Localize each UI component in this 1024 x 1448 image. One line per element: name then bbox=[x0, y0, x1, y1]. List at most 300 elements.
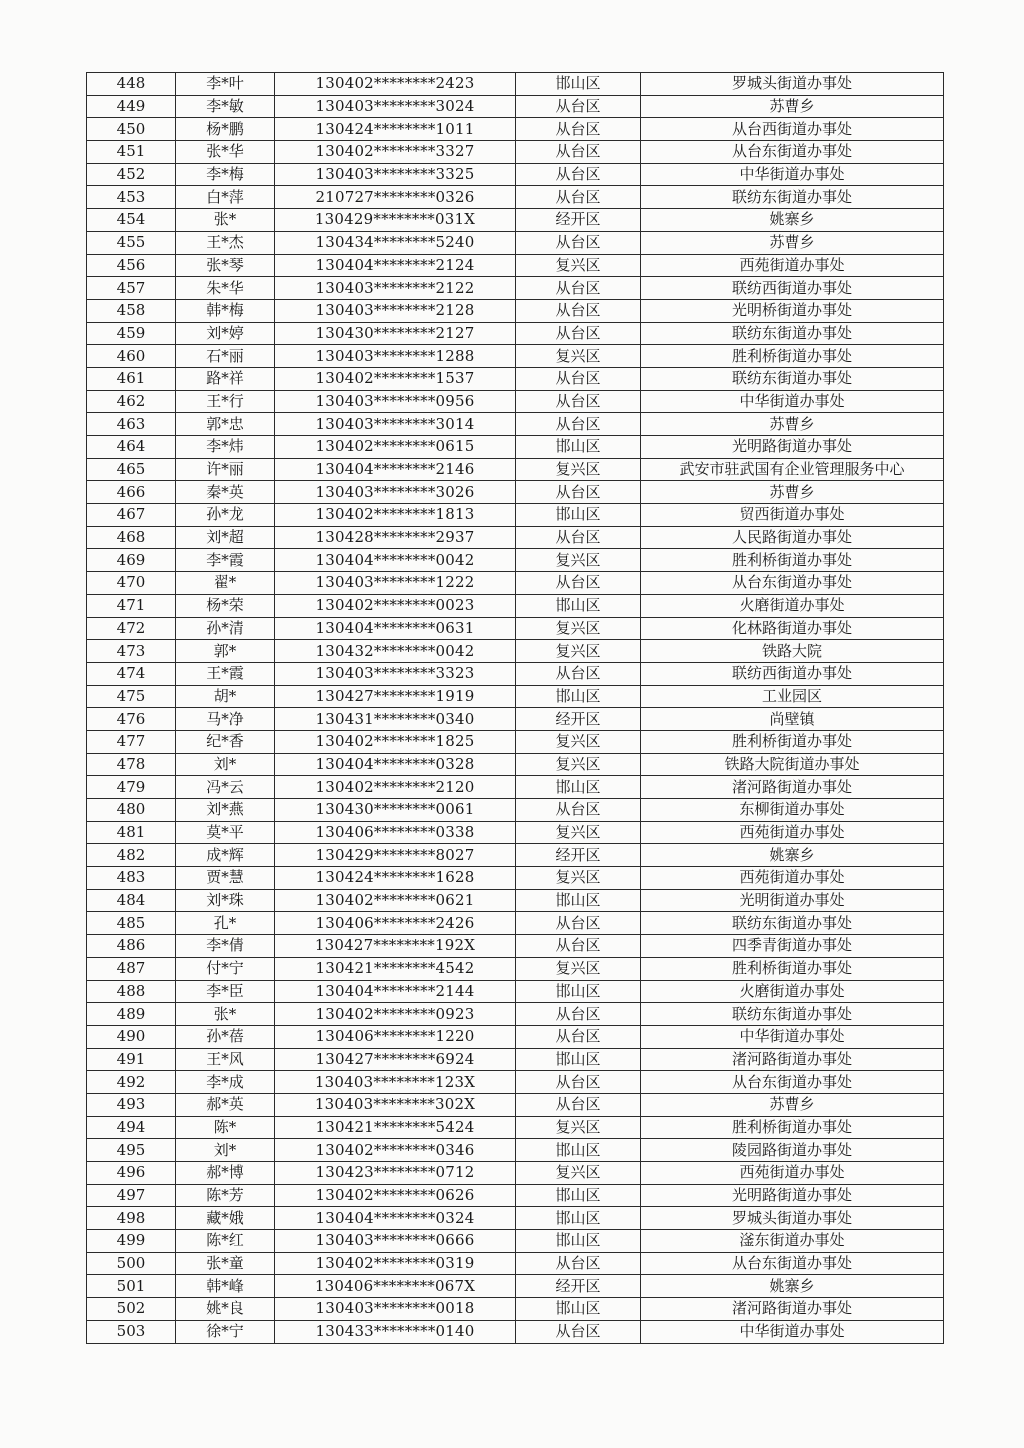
name-cell: 徐*宁 bbox=[176, 1320, 275, 1343]
unit-cell: 从台东街道办事处 bbox=[641, 141, 944, 164]
name-cell: 郝*英 bbox=[176, 1093, 275, 1116]
table-row bbox=[87, 594, 944, 617]
unit-cell: 工业园区 bbox=[641, 685, 944, 708]
table-row bbox=[87, 1230, 944, 1253]
roster-table bbox=[86, 72, 944, 1344]
name-cell: 朱*华 bbox=[176, 277, 275, 300]
unit-cell: 联纺西街道办事处 bbox=[641, 277, 944, 300]
row-number-cell: 451 bbox=[87, 141, 176, 164]
district-cell: 从台区 bbox=[516, 1003, 641, 1026]
unit-cell: 东柳街道办事处 bbox=[641, 799, 944, 822]
table-row bbox=[87, 299, 944, 322]
id-number-cell: 130406********067X bbox=[275, 1275, 516, 1298]
name-cell: 杨*鹏 bbox=[176, 118, 275, 141]
row-number-cell: 457 bbox=[87, 277, 176, 300]
district-cell: 从台区 bbox=[516, 481, 641, 504]
name-cell: 胡* bbox=[176, 685, 275, 708]
unit-cell: 联纺东街道办事处 bbox=[641, 367, 944, 390]
table-row bbox=[87, 526, 944, 549]
table-row bbox=[87, 367, 944, 390]
district-cell: 复兴区 bbox=[516, 640, 641, 663]
name-cell: 马*净 bbox=[176, 708, 275, 731]
district-cell: 从台区 bbox=[516, 1093, 641, 1116]
row-number-cell: 484 bbox=[87, 889, 176, 912]
district-cell: 从台区 bbox=[516, 231, 641, 254]
table-row bbox=[87, 1003, 944, 1026]
row-number-cell: 503 bbox=[87, 1320, 176, 1343]
row-number-cell: 495 bbox=[87, 1139, 176, 1162]
id-number-cell: 130402********1825 bbox=[275, 730, 516, 753]
row-number-cell: 486 bbox=[87, 935, 176, 958]
id-number-cell: 130402********2423 bbox=[275, 73, 516, 96]
row-number-cell: 477 bbox=[87, 730, 176, 753]
name-cell: 刘* bbox=[176, 1139, 275, 1162]
table-row bbox=[87, 1116, 944, 1139]
district-cell: 复兴区 bbox=[516, 458, 641, 481]
name-cell: 韩*梅 bbox=[176, 299, 275, 322]
unit-cell: 尚壁镇 bbox=[641, 708, 944, 731]
table-row bbox=[87, 730, 944, 753]
id-number-cell: 130403********3014 bbox=[275, 413, 516, 436]
table-row bbox=[87, 504, 944, 527]
district-cell: 复兴区 bbox=[516, 345, 641, 368]
unit-cell: 渚河路街道办事处 bbox=[641, 1048, 944, 1071]
district-cell: 从台区 bbox=[516, 390, 641, 413]
district-cell: 经开区 bbox=[516, 209, 641, 232]
name-cell: 藏*娥 bbox=[176, 1207, 275, 1230]
district-cell: 邯山区 bbox=[516, 594, 641, 617]
name-cell: 白*萍 bbox=[176, 186, 275, 209]
name-cell: 李*成 bbox=[176, 1071, 275, 1094]
table-row bbox=[87, 458, 944, 481]
district-cell: 复兴区 bbox=[516, 1162, 641, 1185]
table-row bbox=[87, 73, 944, 96]
table-row bbox=[87, 799, 944, 822]
table-row bbox=[87, 186, 944, 209]
name-cell: 李*霞 bbox=[176, 549, 275, 572]
row-number-cell: 453 bbox=[87, 186, 176, 209]
id-number-cell: 130403********3323 bbox=[275, 662, 516, 685]
id-number-cell: 130402********0621 bbox=[275, 889, 516, 912]
table-row bbox=[87, 1093, 944, 1116]
name-cell: 纪*香 bbox=[176, 730, 275, 753]
name-cell: 成*辉 bbox=[176, 844, 275, 867]
row-number-cell: 476 bbox=[87, 708, 176, 731]
table-row bbox=[87, 254, 944, 277]
id-number-cell: 130421********4542 bbox=[275, 957, 516, 980]
district-cell: 邯山区 bbox=[516, 504, 641, 527]
id-number-cell: 130434********5240 bbox=[275, 231, 516, 254]
row-number-cell: 478 bbox=[87, 753, 176, 776]
id-number-cell: 130402********1813 bbox=[275, 504, 516, 527]
id-number-cell: 130429********031X bbox=[275, 209, 516, 232]
name-cell: 郭*忠 bbox=[176, 413, 275, 436]
table-row bbox=[87, 231, 944, 254]
row-number-cell: 449 bbox=[87, 95, 176, 118]
table-row bbox=[87, 1025, 944, 1048]
name-cell: 莫*平 bbox=[176, 821, 275, 844]
unit-cell: 中华街道办事处 bbox=[641, 390, 944, 413]
row-number-cell: 466 bbox=[87, 481, 176, 504]
row-number-cell: 467 bbox=[87, 504, 176, 527]
id-number-cell: 130423********0712 bbox=[275, 1162, 516, 1185]
district-cell: 从台区 bbox=[516, 526, 641, 549]
row-number-cell: 471 bbox=[87, 594, 176, 617]
row-number-cell: 473 bbox=[87, 640, 176, 663]
unit-cell: 火磨街道办事处 bbox=[641, 594, 944, 617]
district-cell: 邯山区 bbox=[516, 1184, 641, 1207]
name-cell: 刘* bbox=[176, 753, 275, 776]
unit-cell: 西苑街道办事处 bbox=[641, 867, 944, 890]
unit-cell: 西苑街道办事处 bbox=[641, 254, 944, 277]
row-number-cell: 491 bbox=[87, 1048, 176, 1071]
district-cell: 从台区 bbox=[516, 163, 641, 186]
row-number-cell: 461 bbox=[87, 367, 176, 390]
table-row bbox=[87, 980, 944, 1003]
name-cell: 李*叶 bbox=[176, 73, 275, 96]
name-cell: 李*敏 bbox=[176, 95, 275, 118]
table-row bbox=[87, 867, 944, 890]
row-number-cell: 454 bbox=[87, 209, 176, 232]
district-cell: 邯山区 bbox=[516, 776, 641, 799]
name-cell: 秦*英 bbox=[176, 481, 275, 504]
table-row bbox=[87, 1252, 944, 1275]
table-row bbox=[87, 753, 944, 776]
row-number-cell: 480 bbox=[87, 799, 176, 822]
district-cell: 从台区 bbox=[516, 367, 641, 390]
district-cell: 邯山区 bbox=[516, 1298, 641, 1321]
district-cell: 从台区 bbox=[516, 572, 641, 595]
unit-cell: 苏曹乡 bbox=[641, 481, 944, 504]
district-cell: 从台区 bbox=[516, 413, 641, 436]
district-cell: 从台区 bbox=[516, 141, 641, 164]
unit-cell: 联纺西街道办事处 bbox=[641, 662, 944, 685]
name-cell: 石*丽 bbox=[176, 345, 275, 368]
row-number-cell: 490 bbox=[87, 1025, 176, 1048]
district-cell: 从台区 bbox=[516, 912, 641, 935]
name-cell: 刘*婷 bbox=[176, 322, 275, 345]
table-row bbox=[87, 549, 944, 572]
id-number-cell: 130403********302X bbox=[275, 1093, 516, 1116]
table-row bbox=[87, 1298, 944, 1321]
row-number-cell: 487 bbox=[87, 957, 176, 980]
district-cell: 从台区 bbox=[516, 186, 641, 209]
district-cell: 复兴区 bbox=[516, 753, 641, 776]
district-cell: 从台区 bbox=[516, 1071, 641, 1094]
row-number-cell: 469 bbox=[87, 549, 176, 572]
row-number-cell: 499 bbox=[87, 1230, 176, 1253]
unit-cell: 人民路街道办事处 bbox=[641, 526, 944, 549]
name-cell: 陈* bbox=[176, 1116, 275, 1139]
table-row bbox=[87, 163, 944, 186]
table-row bbox=[87, 413, 944, 436]
table-row bbox=[87, 277, 944, 300]
id-number-cell: 130404********2146 bbox=[275, 458, 516, 481]
id-number-cell: 130403********2122 bbox=[275, 277, 516, 300]
row-number-cell: 452 bbox=[87, 163, 176, 186]
name-cell: 郭* bbox=[176, 640, 275, 663]
district-cell: 从台区 bbox=[516, 935, 641, 958]
district-cell: 复兴区 bbox=[516, 549, 641, 572]
unit-cell: 从台东街道办事处 bbox=[641, 1071, 944, 1094]
id-number-cell: 130427********192X bbox=[275, 935, 516, 958]
table-row bbox=[87, 957, 944, 980]
table-row bbox=[87, 889, 944, 912]
name-cell: 张* bbox=[176, 209, 275, 232]
id-number-cell: 210727********0326 bbox=[275, 186, 516, 209]
table-row bbox=[87, 662, 944, 685]
unit-cell: 姚寨乡 bbox=[641, 844, 944, 867]
row-number-cell: 501 bbox=[87, 1275, 176, 1298]
table-row bbox=[87, 1139, 944, 1162]
id-number-cell: 130403********3024 bbox=[275, 95, 516, 118]
district-cell: 复兴区 bbox=[516, 617, 641, 640]
name-cell: 李*梅 bbox=[176, 163, 275, 186]
id-number-cell: 130406********1220 bbox=[275, 1025, 516, 1048]
table-row bbox=[87, 118, 944, 141]
district-cell: 复兴区 bbox=[516, 730, 641, 753]
name-cell: 张* bbox=[176, 1003, 275, 1026]
district-cell: 经开区 bbox=[516, 1275, 641, 1298]
row-number-cell: 474 bbox=[87, 662, 176, 685]
id-number-cell: 130406********0338 bbox=[275, 821, 516, 844]
table-row bbox=[87, 95, 944, 118]
name-cell: 姚*良 bbox=[176, 1298, 275, 1321]
unit-cell: 滏东街道办事处 bbox=[641, 1230, 944, 1253]
district-cell: 邯山区 bbox=[516, 685, 641, 708]
unit-cell: 化林路街道办事处 bbox=[641, 617, 944, 640]
id-number-cell: 130402********3327 bbox=[275, 141, 516, 164]
unit-cell: 西苑街道办事处 bbox=[641, 1162, 944, 1185]
row-number-cell: 468 bbox=[87, 526, 176, 549]
unit-cell: 胜利桥街道办事处 bbox=[641, 549, 944, 572]
table-row bbox=[87, 935, 944, 958]
row-number-cell: 482 bbox=[87, 844, 176, 867]
id-number-cell: 130403********2128 bbox=[275, 299, 516, 322]
name-cell: 路*祥 bbox=[176, 367, 275, 390]
unit-cell: 姚寨乡 bbox=[641, 209, 944, 232]
table-row bbox=[87, 617, 944, 640]
table-row bbox=[87, 436, 944, 459]
district-cell: 邯山区 bbox=[516, 1139, 641, 1162]
id-number-cell: 130403********123X bbox=[275, 1071, 516, 1094]
unit-cell: 光明街道办事处 bbox=[641, 889, 944, 912]
id-number-cell: 130404********2124 bbox=[275, 254, 516, 277]
row-number-cell: 497 bbox=[87, 1184, 176, 1207]
name-cell: 王*风 bbox=[176, 1048, 275, 1071]
name-cell: 贾*慧 bbox=[176, 867, 275, 890]
id-number-cell: 130428********2937 bbox=[275, 526, 516, 549]
row-number-cell: 479 bbox=[87, 776, 176, 799]
unit-cell: 铁路大院街道办事处 bbox=[641, 753, 944, 776]
id-number-cell: 130427********1919 bbox=[275, 685, 516, 708]
unit-cell: 陵园路街道办事处 bbox=[641, 1139, 944, 1162]
name-cell: 王*霞 bbox=[176, 662, 275, 685]
unit-cell: 胜利桥街道办事处 bbox=[641, 345, 944, 368]
table-row bbox=[87, 390, 944, 413]
table-row bbox=[87, 1162, 944, 1185]
id-number-cell: 130424********1628 bbox=[275, 867, 516, 890]
unit-cell: 铁路大院 bbox=[641, 640, 944, 663]
unit-cell: 苏曹乡 bbox=[641, 231, 944, 254]
id-number-cell: 130403********0018 bbox=[275, 1298, 516, 1321]
name-cell: 陈*芳 bbox=[176, 1184, 275, 1207]
row-number-cell: 485 bbox=[87, 912, 176, 935]
row-number-cell: 488 bbox=[87, 980, 176, 1003]
row-number-cell: 463 bbox=[87, 413, 176, 436]
name-cell: 郝*博 bbox=[176, 1162, 275, 1185]
name-cell: 刘*珠 bbox=[176, 889, 275, 912]
table-row bbox=[87, 572, 944, 595]
row-number-cell: 456 bbox=[87, 254, 176, 277]
id-number-cell: 130430********2127 bbox=[275, 322, 516, 345]
unit-cell: 光明路街道办事处 bbox=[641, 436, 944, 459]
id-number-cell: 130430********0061 bbox=[275, 799, 516, 822]
unit-cell: 从台东街道办事处 bbox=[641, 572, 944, 595]
row-number-cell: 448 bbox=[87, 73, 176, 96]
name-cell: 李*臣 bbox=[176, 980, 275, 1003]
row-number-cell: 465 bbox=[87, 458, 176, 481]
unit-cell: 胜利桥街道办事处 bbox=[641, 957, 944, 980]
name-cell: 刘*燕 bbox=[176, 799, 275, 822]
name-cell: 翟* bbox=[176, 572, 275, 595]
unit-cell: 苏曹乡 bbox=[641, 413, 944, 436]
unit-cell: 胜利桥街道办事处 bbox=[641, 1116, 944, 1139]
unit-cell: 中华街道办事处 bbox=[641, 1025, 944, 1048]
unit-cell: 中华街道办事处 bbox=[641, 163, 944, 186]
row-number-cell: 483 bbox=[87, 867, 176, 890]
id-number-cell: 130406********2426 bbox=[275, 912, 516, 935]
name-cell: 刘*超 bbox=[176, 526, 275, 549]
id-number-cell: 130429********8027 bbox=[275, 844, 516, 867]
unit-cell: 四季青街道办事处 bbox=[641, 935, 944, 958]
row-number-cell: 500 bbox=[87, 1252, 176, 1275]
district-cell: 从台区 bbox=[516, 799, 641, 822]
name-cell: 孙*清 bbox=[176, 617, 275, 640]
row-number-cell: 492 bbox=[87, 1071, 176, 1094]
name-cell: 冯*云 bbox=[176, 776, 275, 799]
district-cell: 从台区 bbox=[516, 118, 641, 141]
unit-cell: 火磨街道办事处 bbox=[641, 980, 944, 1003]
name-cell: 张*琴 bbox=[176, 254, 275, 277]
id-number-cell: 130404********0324 bbox=[275, 1207, 516, 1230]
row-number-cell: 475 bbox=[87, 685, 176, 708]
name-cell: 韩*峰 bbox=[176, 1275, 275, 1298]
district-cell: 邯山区 bbox=[516, 1230, 641, 1253]
table-row bbox=[87, 685, 944, 708]
row-number-cell: 496 bbox=[87, 1162, 176, 1185]
roster-table-body bbox=[87, 73, 944, 1344]
id-number-cell: 130403********3026 bbox=[275, 481, 516, 504]
id-number-cell: 130402********2120 bbox=[275, 776, 516, 799]
unit-cell: 光明桥街道办事处 bbox=[641, 299, 944, 322]
table-row bbox=[87, 912, 944, 935]
table-row bbox=[87, 1184, 944, 1207]
district-cell: 邯山区 bbox=[516, 436, 641, 459]
district-cell: 从台区 bbox=[516, 299, 641, 322]
table-row bbox=[87, 1320, 944, 1343]
id-number-cell: 130427********6924 bbox=[275, 1048, 516, 1071]
id-number-cell: 130402********0023 bbox=[275, 594, 516, 617]
row-number-cell: 450 bbox=[87, 118, 176, 141]
unit-cell: 光明路街道办事处 bbox=[641, 1184, 944, 1207]
id-number-cell: 130402********0923 bbox=[275, 1003, 516, 1026]
id-number-cell: 130404********0042 bbox=[275, 549, 516, 572]
id-number-cell: 130404********0631 bbox=[275, 617, 516, 640]
name-cell: 王*行 bbox=[176, 390, 275, 413]
row-number-cell: 460 bbox=[87, 345, 176, 368]
name-cell: 张*华 bbox=[176, 141, 275, 164]
district-cell: 从台区 bbox=[516, 1320, 641, 1343]
id-number-cell: 130421********5424 bbox=[275, 1116, 516, 1139]
district-cell: 邯山区 bbox=[516, 980, 641, 1003]
id-number-cell: 130403********0956 bbox=[275, 390, 516, 413]
unit-cell: 贸西街道办事处 bbox=[641, 504, 944, 527]
name-cell: 杨*荣 bbox=[176, 594, 275, 617]
unit-cell: 武安市驻武国有企业管理服务中心 bbox=[641, 458, 944, 481]
name-cell: 王*杰 bbox=[176, 231, 275, 254]
table-row bbox=[87, 345, 944, 368]
unit-cell: 苏曹乡 bbox=[641, 1093, 944, 1116]
id-number-cell: 130432********0042 bbox=[275, 640, 516, 663]
district-cell: 邯山区 bbox=[516, 889, 641, 912]
district-cell: 从台区 bbox=[516, 662, 641, 685]
unit-cell: 姚寨乡 bbox=[641, 1275, 944, 1298]
id-number-cell: 130403********0666 bbox=[275, 1230, 516, 1253]
row-number-cell: 502 bbox=[87, 1298, 176, 1321]
unit-cell: 西苑街道办事处 bbox=[641, 821, 944, 844]
id-number-cell: 130433********0140 bbox=[275, 1320, 516, 1343]
table-row bbox=[87, 141, 944, 164]
id-number-cell: 130402********1537 bbox=[275, 367, 516, 390]
row-number-cell: 462 bbox=[87, 390, 176, 413]
table-row bbox=[87, 776, 944, 799]
name-cell: 许*丽 bbox=[176, 458, 275, 481]
district-cell: 复兴区 bbox=[516, 821, 641, 844]
row-number-cell: 494 bbox=[87, 1116, 176, 1139]
row-number-cell: 498 bbox=[87, 1207, 176, 1230]
row-number-cell: 455 bbox=[87, 231, 176, 254]
id-number-cell: 130403********1222 bbox=[275, 572, 516, 595]
district-cell: 复兴区 bbox=[516, 867, 641, 890]
id-number-cell: 130424********1011 bbox=[275, 118, 516, 141]
table-row bbox=[87, 481, 944, 504]
row-number-cell: 481 bbox=[87, 821, 176, 844]
row-number-cell: 489 bbox=[87, 1003, 176, 1026]
id-number-cell: 130402********0319 bbox=[275, 1252, 516, 1275]
district-cell: 经开区 bbox=[516, 708, 641, 731]
id-number-cell: 130402********0626 bbox=[275, 1184, 516, 1207]
table-row bbox=[87, 1275, 944, 1298]
name-cell: 李*倩 bbox=[176, 935, 275, 958]
unit-cell: 中华街道办事处 bbox=[641, 1320, 944, 1343]
unit-cell: 联纺东街道办事处 bbox=[641, 186, 944, 209]
district-cell: 从台区 bbox=[516, 1252, 641, 1275]
id-number-cell: 130402********0615 bbox=[275, 436, 516, 459]
district-cell: 从台区 bbox=[516, 95, 641, 118]
unit-cell: 联纺东街道办事处 bbox=[641, 912, 944, 935]
unit-cell: 胜利桥街道办事处 bbox=[641, 730, 944, 753]
table-row bbox=[87, 209, 944, 232]
district-cell: 邯山区 bbox=[516, 1048, 641, 1071]
unit-cell: 联纺东街道办事处 bbox=[641, 322, 944, 345]
district-cell: 复兴区 bbox=[516, 957, 641, 980]
id-number-cell: 130404********0328 bbox=[275, 753, 516, 776]
unit-cell: 罗城头街道办事处 bbox=[641, 1207, 944, 1230]
table-row bbox=[87, 1048, 944, 1071]
unit-cell: 渚河路街道办事处 bbox=[641, 776, 944, 799]
table-row bbox=[87, 1071, 944, 1094]
